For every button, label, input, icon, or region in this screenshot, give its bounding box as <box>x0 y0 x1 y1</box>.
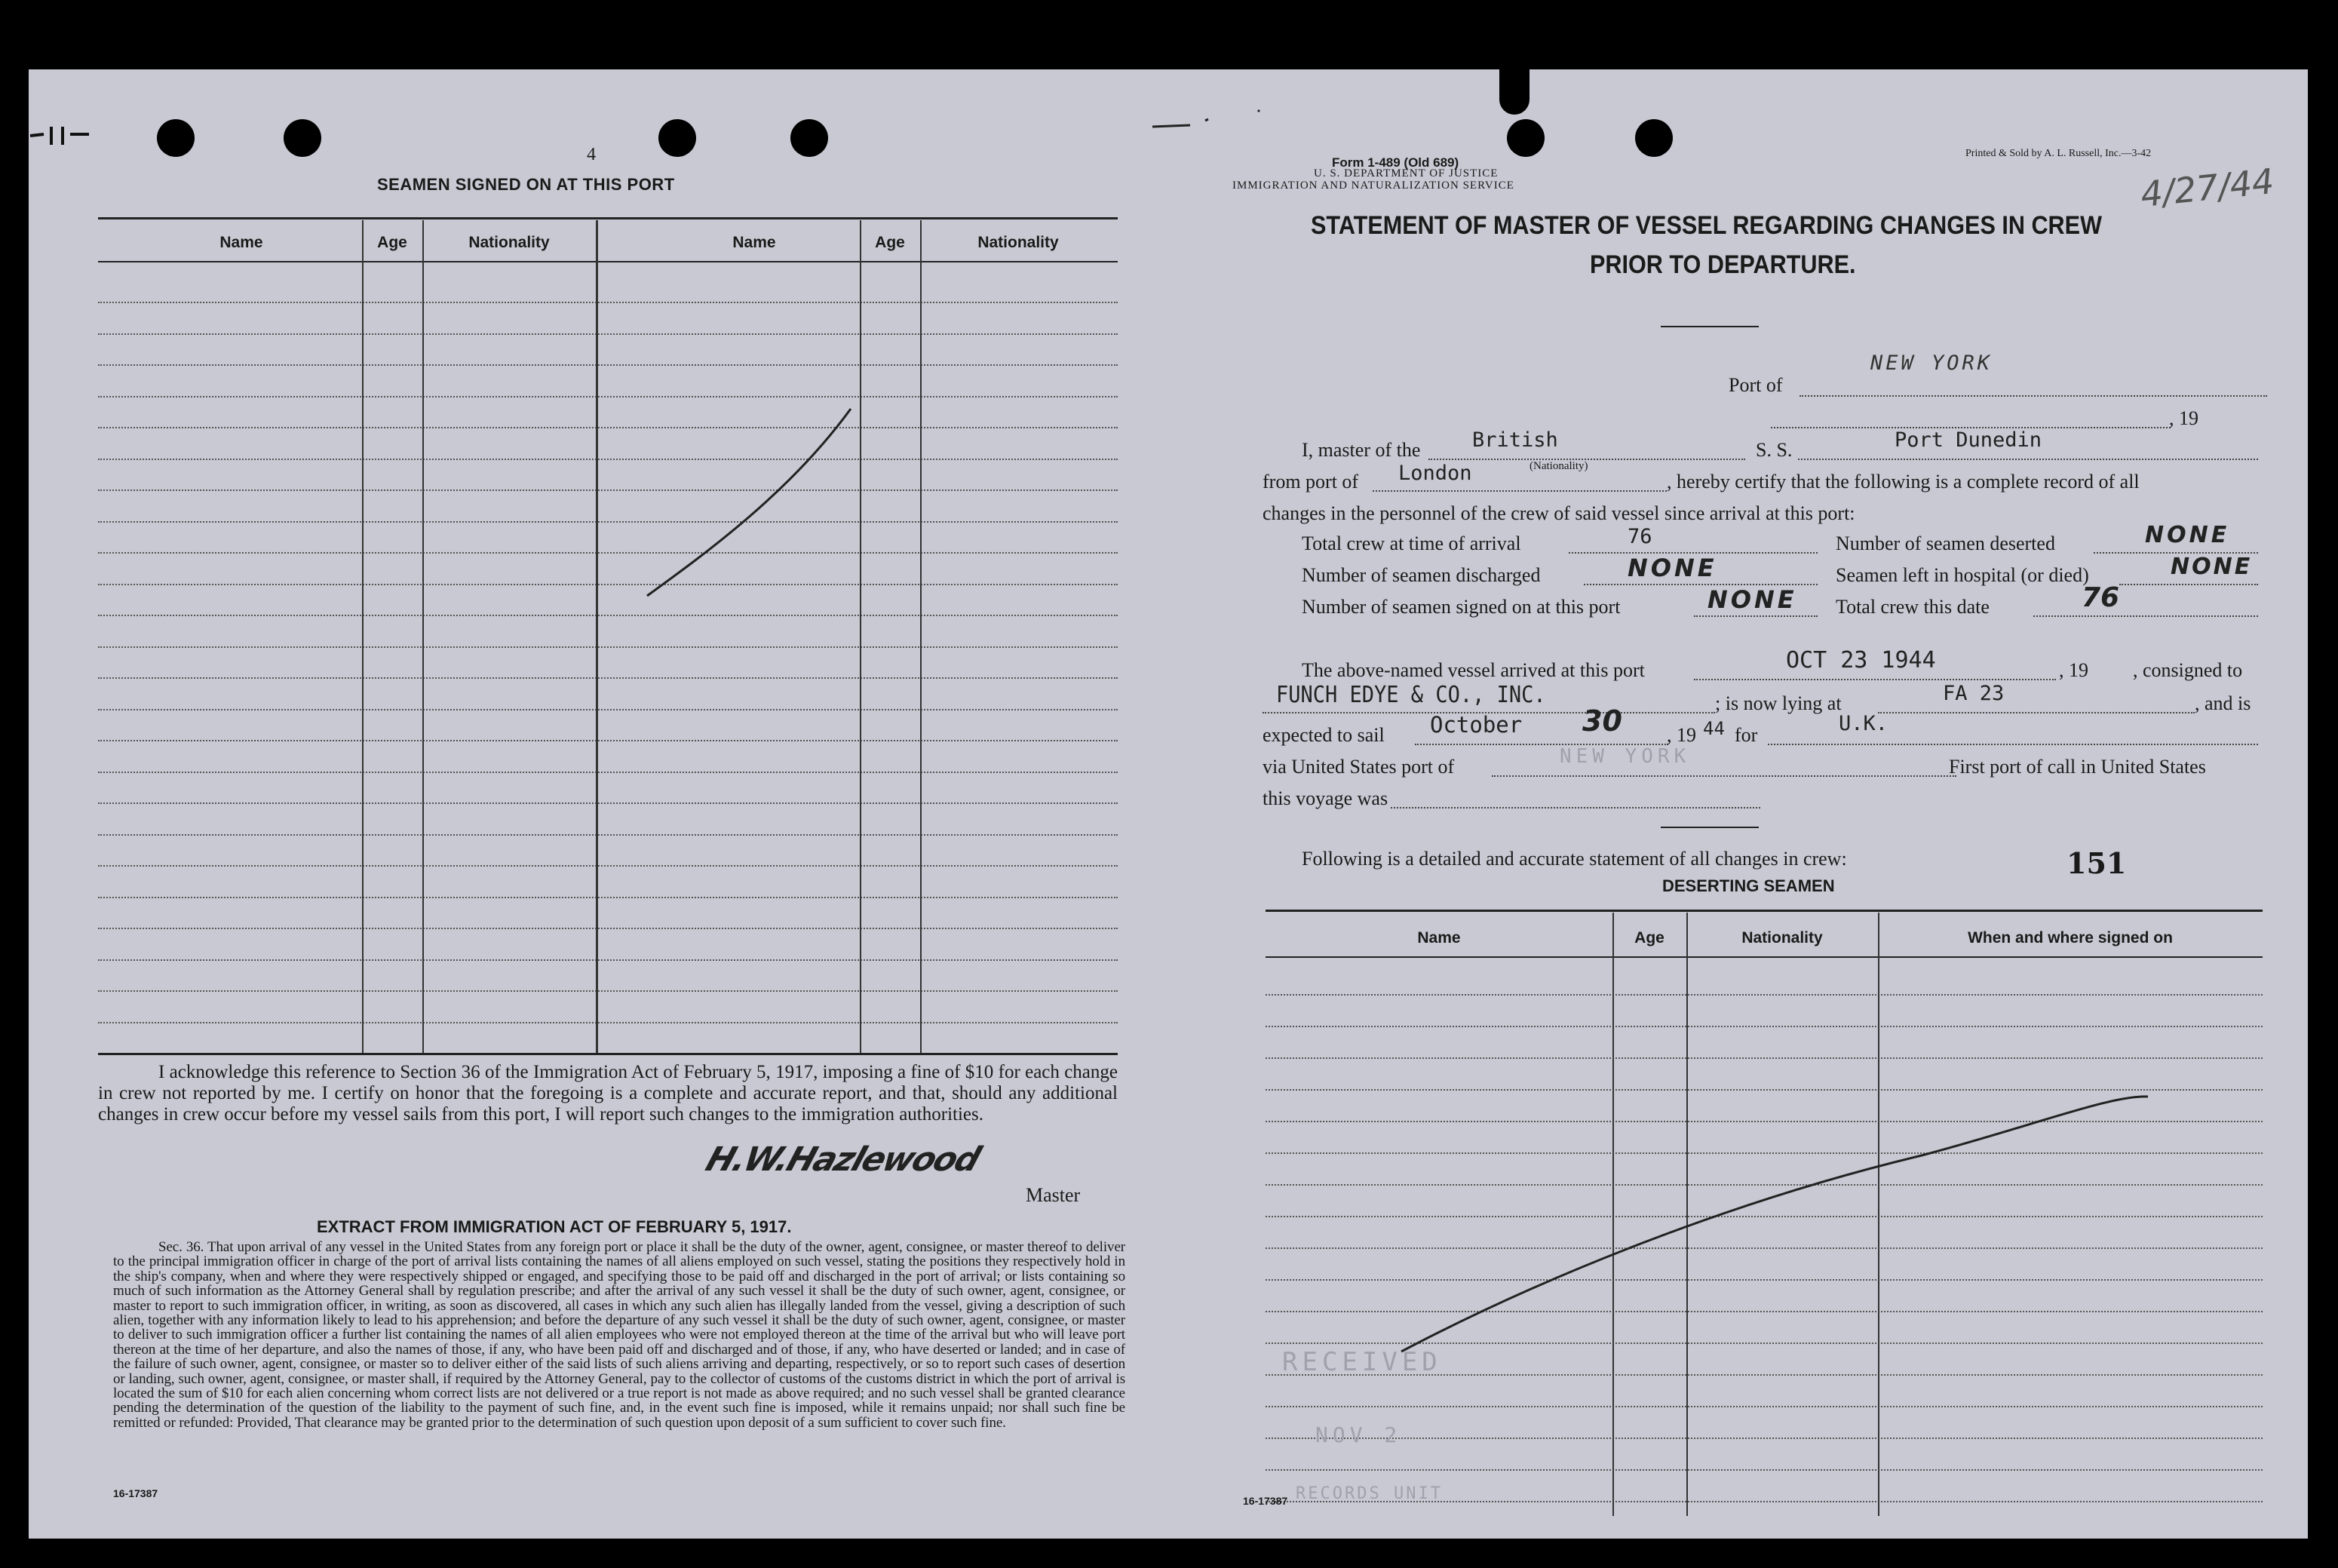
cancel-stroke <box>617 401 873 612</box>
col-nationality-1: Nationality <box>468 234 550 251</box>
total-crew-arrival-label: Total crew at time of arrival <box>1302 532 1521 554</box>
ss-label: S. S. <box>1756 439 1793 461</box>
total-crew-date-value: 76 <box>2082 582 2120 613</box>
handwritten-date: 4/27/44 <box>2138 160 2276 216</box>
destination: U.K. <box>1839 712 1889 735</box>
form-title-line1: STATEMENT OF MASTER OF VESSEL REGARDING CHANGES IN CREW <box>1311 211 2102 240</box>
hospital-value: NONE <box>2171 554 2253 580</box>
sail-day: 30 <box>1582 704 1622 738</box>
extract-text: Sec. 36. That upon arrival of any vessel in the United States from any foreign port or place it shall be the duty of the owner, agent, consignee, or master thereof to deliver to the principal immigration officer in charge of the port of arrival lists containing the names of all aliens employed on such vessel, stating the positions they respectively hold in the ship's company, when and where they were respectively shipped or engaged, and specifying those to be paid off and discharged in the port of arrival; or lists containing so much of such information as the Attorney General shall by regulation prescribe; and after the arrival of any such vessel it shall be the duty of such owner, agent, consignee, or master to report to such immigration officer, in writing, as soon as discovered, all cases in which any such alien has illegally landed from the vessel, giving a description of such alien, together with any information likely to lead to his apprehension; and before the departure of any such vessel it shall be the duty of such owner, agent, consignee, or master to deliver to such immigration officer a further list containing the names of all alien employees who were not employed thereon at the time of the arrival but who will leave port thereon at the time of her departure, and also the names of those, if any, who have been paid off and discharged and of those, if any, who have deserted or landed; and in case of the failure of such owner, agent, consignee, or master so to deliver either of the said lists of such aliens arriving and departing, respectively, or so to report such cases of desertion or landing, such owner, agent, consignee, or master shall, if required by the Attorney General, pay to the collector of customs of the customs district in which the port of arrival is located the sum of $10 for each alien concerning whom correct lists are not delivered or a true report is not made as above required; and no such vessel shall be granted clearance pending the determination of the question of the liability to the payment of such fine, and, in the event such fine is imposed, while it remains unpaid; nor shall such fine be remitted or refunded: Provided, That clearance may be granted prior to the determination of such question upon deposit of a sum sufficient to cover such fine. <box>113 1239 1125 1431</box>
arrived-19: , 19 <box>2059 659 2088 681</box>
table-row-line <box>98 646 1118 648</box>
and-is: , and is <box>2195 692 2251 714</box>
hospital-label: Seamen left in hospital (or died) <box>1836 564 2089 586</box>
consigned-label: , consigned to <box>2133 659 2243 681</box>
port-value: NEW YORK <box>1870 351 1993 375</box>
table-row-line <box>98 740 1118 741</box>
deserting-heading: DESERTING SEAMEN <box>1662 876 1835 895</box>
arrived-date: OCT 23 1944 <box>1786 647 1936 674</box>
signature-title: Master <box>1026 1184 1081 1206</box>
for-label: for <box>1735 724 1758 746</box>
vessel-fill-line <box>1798 459 2258 460</box>
via-label: via United States port of <box>1263 756 1455 778</box>
punch-hole-tear <box>1499 62 1530 115</box>
header-rule <box>1266 956 2263 958</box>
document-sheet <box>29 69 2308 1539</box>
nationality-caption: (Nationality) <box>1530 460 1588 472</box>
received-stamp-date: NOV 2 <box>1315 1422 1402 1447</box>
stamp-number: 151 <box>2066 846 2127 880</box>
sail-month: October <box>1430 712 1523 738</box>
left-edge-marks <box>29 119 97 149</box>
total-crew-arrival-value: 76 <box>1628 525 1652 548</box>
table-row-line <box>98 772 1118 773</box>
department: U. S. DEPARTMENT OF JUSTICE <box>1314 167 1499 180</box>
punch-hole <box>284 119 321 157</box>
table-row-line <box>98 865 1118 867</box>
extract-title: EXTRACT FROM IMMIGRATION ACT OF FEBRUARY 5, 1917. <box>317 1217 792 1236</box>
table-row-line <box>98 897 1118 898</box>
punch-hole <box>1635 119 1673 157</box>
received-stamp: RECEIVED <box>1282 1347 1442 1377</box>
port-fill-line <box>1800 395 2267 397</box>
nationality-value: British <box>1472 428 1558 452</box>
from-port-fill-line <box>1373 490 1667 492</box>
table-row-line <box>98 552 1118 554</box>
table-row-line <box>98 709 1118 710</box>
col-divider <box>422 220 424 1053</box>
deserted-label: Number of seamen deserted <box>1836 532 2055 554</box>
table-row-line <box>98 333 1118 335</box>
master-signature: H.W.Hazlewood <box>701 1140 984 1179</box>
records-unit-stamp: RECORDS UNIT <box>1296 1484 1443 1503</box>
table-row-line <box>98 459 1118 460</box>
deserted-value: NONE <box>2145 522 2230 548</box>
table-top-rule <box>1266 910 2263 912</box>
table-row-line <box>1266 1026 2263 1027</box>
table-row-line <box>98 364 1118 366</box>
sail-year-prefix: , 19 <box>1667 724 1696 746</box>
col-divider <box>362 220 364 1053</box>
col-name: Name <box>1417 929 1461 947</box>
table-row-line <box>98 584 1118 585</box>
acknowledgement-text: I acknowledge this reference to Section 36 of the Immigration Act of February 5, 1917, imposing a fine of $10 for each change in crew not reported by me. I certify on honor that the foregoing is a complete and accurate report, and that, should any additional changes in crew occur before my vessel sails from this port, I will report such changes to the immigration authorities. <box>98 1062 1118 1125</box>
year-suffix: , 19 <box>2169 407 2198 429</box>
left-page-heading: SEAMEN SIGNED ON AT THIS PORT <box>377 175 675 194</box>
table-row-line <box>98 396 1118 397</box>
from-port-value: London <box>1398 462 1472 485</box>
fill-line <box>1768 744 2258 745</box>
form-number: Form 1-489 (Old 689) <box>1332 155 1459 170</box>
table-row-line <box>98 834 1118 836</box>
table-top-rule <box>98 217 1118 219</box>
section-rule <box>1661 827 1759 828</box>
total-crew-date-label: Total crew this date <box>1836 596 1990 618</box>
col-divider <box>860 220 861 1053</box>
header-rule <box>98 261 1118 262</box>
col-age: Age <box>1634 929 1665 947</box>
col-name-2: Name <box>732 234 776 251</box>
table-row-line <box>98 427 1118 428</box>
table-row-line <box>98 802 1118 804</box>
arrived-label: The above-named vessel arrived at this port <box>1302 659 1645 681</box>
table-row-line <box>1266 1438 2263 1439</box>
table-row-line <box>1266 1406 2263 1407</box>
from-port-label: from port of <box>1263 471 1359 492</box>
col-age-1: Age <box>377 234 407 251</box>
table-row-line <box>98 959 1118 961</box>
table-bottom-rule <box>98 1053 1118 1055</box>
col-name-1: Name <box>219 234 263 251</box>
table-row-line <box>98 489 1118 491</box>
left-footer-code: 16-17387 <box>113 1487 158 1499</box>
fill-line <box>1694 615 1818 617</box>
col-age-2: Age <box>875 234 905 251</box>
title-rule <box>1661 326 1759 327</box>
col-divider <box>920 220 922 1053</box>
col-nationality-2: Nationality <box>977 234 1059 251</box>
left-page-number: 4 <box>587 145 596 164</box>
marginal-scribble <box>1145 104 1341 134</box>
table-row-line <box>1266 994 2263 996</box>
punch-hole <box>157 119 195 157</box>
fill-line <box>1694 679 2056 680</box>
table-row-line <box>98 302 1118 303</box>
voyage-label: this voyage was <box>1263 787 1388 809</box>
table-row-line <box>1266 1469 2263 1471</box>
lying-value: FA 23 <box>1943 682 2005 705</box>
punch-hole <box>1507 119 1545 157</box>
service: IMMIGRATION AND NATURALIZATION SERVICE <box>1232 180 1514 192</box>
certify-text: , hereby certify that the following is a complete record of all <box>1667 471 2140 492</box>
form-title-line2: PRIOR TO DEPARTURE. <box>1590 250 1856 279</box>
signed-on-value: NONE <box>1707 585 1797 614</box>
table-row-line <box>98 521 1118 523</box>
following-text: Following is a detailed and accurate statement of all changes in crew: <box>1302 848 1847 870</box>
sail-year: 44 <box>1703 718 1725 739</box>
right-footer-code: 16-17387 <box>1243 1495 1288 1507</box>
punch-hole <box>658 119 696 157</box>
table-row-line <box>98 990 1118 992</box>
table-row-line <box>98 1022 1118 1023</box>
cancel-stroke <box>1394 1050 2163 1367</box>
via-value: NEW YORK <box>1560 745 1691 768</box>
port-label: Port of <box>1729 374 1783 396</box>
col-divider <box>596 220 598 1053</box>
table-row-line <box>98 677 1118 679</box>
printer-credit: Printed & Sold by A. L. Russell, Inc.—3-42 <box>1965 148 2152 159</box>
fill-line <box>2033 615 2258 617</box>
punch-hole <box>790 119 828 157</box>
table-row-line <box>98 615 1118 616</box>
master-of-label: I, master of the <box>1302 439 1421 461</box>
vessel-name: Port Dunedin <box>1895 428 2042 452</box>
col-nationality: Nationality <box>1741 929 1823 947</box>
consignee: FUNCH EDYE & CO., INC. <box>1276 682 1546 708</box>
fill-line <box>1878 712 2195 713</box>
discharged-value: NONE <box>1628 554 1717 582</box>
sail-label: expected to sail <box>1263 724 1385 746</box>
first-port-label: First port of call in United States <box>1949 756 2206 778</box>
table-row-line <box>98 928 1118 929</box>
fill-line <box>1391 807 1760 809</box>
fill-line <box>1492 775 1956 777</box>
fill-line <box>2119 584 2258 585</box>
discharged-label: Number of seamen discharged <box>1302 564 1541 586</box>
signed-on-label: Number of seamen signed on at this port <box>1302 596 1621 618</box>
certify-text-2: changes in the personnel of the crew of said vessel since arrival at this port: <box>1263 502 1855 524</box>
col-when-where: When and where signed on <box>1968 929 2173 947</box>
lying-label: ; is now lying at <box>1715 692 1842 714</box>
